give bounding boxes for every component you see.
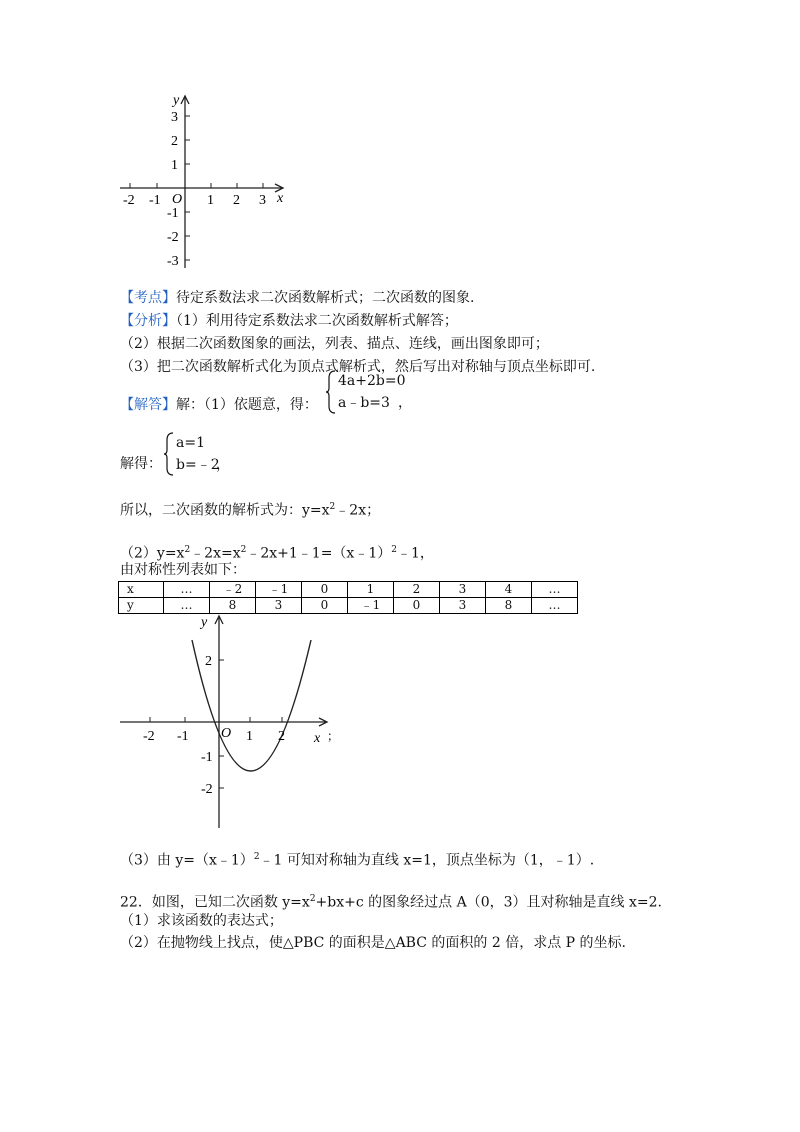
table-cell: 8 [486,598,532,614]
analysis-line-3: （3）把二次函数解析式化为顶点式解析式，然后写出对称轴与顶点坐标即可. [120,359,596,375]
x-tick-label: -2 [123,193,135,208]
table-cell: y [119,598,164,614]
stray-mark: ； [327,729,340,743]
origin-label: O [221,726,232,741]
table-cell: ﹣1 [348,598,394,614]
solved-prefix: 解得： [120,456,162,472]
problem22-question [120,890,662,912]
result-line [120,498,380,520]
result-suffix: ﹣2x； [335,502,381,519]
x-tick-label: -2 [143,729,155,744]
superscript: 2 [391,545,397,555]
fenxi-line [120,312,458,330]
table-intro: 由对称性列表如下： [120,562,246,578]
origin-label: O [172,192,183,207]
table-cell: 0 [394,598,440,614]
table-cell: 1 [348,582,394,598]
table-cell: x [119,582,164,598]
y-tick-label: -1 [201,750,213,765]
result-prefix: 所以，二次函数的解析式为：y=x [120,502,330,519]
equation-1: 4a+2b=0 [338,373,406,389]
table-cell: … [532,598,578,614]
x-tick-label: -1 [149,193,161,208]
x-tick-label: 2 [233,193,240,208]
q-prefix: 22．如图，已知二次函数 y=x [120,894,310,911]
part3-b: ﹣1 可知对称轴为直线 x=1，顶点坐标为（1，﹣1）. [259,852,595,869]
solution-a: a=1 [176,435,205,451]
x-tick-label: 3 [259,193,266,208]
solution-end: ， [216,457,230,473]
jieda-line [120,396,318,414]
part2-line [120,541,434,563]
superscript: 2 [253,852,260,862]
y-tick-label: 2 [171,134,178,149]
jieda-tag: 【解答】 [120,397,176,413]
table-cell: 4 [486,582,532,598]
table-cell: … [532,582,578,598]
solution-b: b=﹣2 [176,457,220,473]
equation-system [326,370,426,416]
table-cell: 3 [256,598,302,614]
y-tick-label: -1 [167,206,179,221]
table-row [119,582,578,598]
y-axis-label: y [173,93,180,108]
table-cell: … [164,582,210,598]
fenxi-tag: 【分析】 [120,313,176,329]
table-cell: 3 [440,598,486,614]
kaodian-tag: 【考点】 [120,290,176,306]
x-axis-label: x [277,191,284,206]
y-tick-label: -2 [167,230,179,245]
table-cell: 0 [302,598,348,614]
part2-c: ﹣2x+1﹣1=（x﹣1） [246,545,392,562]
part2-d: ﹣1， [396,545,434,562]
y-tick-label: 3 [171,110,178,125]
part2-b: ﹣2x=x [190,545,241,562]
table-cell: 2 [394,582,440,598]
superscript: 2 [184,545,191,555]
empty-axes-graph [115,90,295,270]
kaodian-line [120,289,474,307]
superscript: 2 [309,894,316,904]
table-cell: 0 [302,582,348,598]
problem22-part1: （1）求该函数的表达式； [120,913,283,929]
x-tick-label: 1 [246,729,253,744]
fenxi-text: （1）利用待定系数法求二次函数解析式解答； [176,313,458,329]
x-axis-label: x [314,731,321,746]
table-cell: ﹣1 [256,582,302,598]
y-tick-label: 2 [205,654,212,669]
jieda-intro: 解：（1）依题意，得： [176,397,318,413]
x-tick-label: 1 [207,193,214,208]
equation-2: a﹣b=3 [338,395,390,411]
y-tick-label: -3 [167,254,179,269]
part3-line [120,848,594,870]
x-tick-label: -1 [177,729,189,744]
parabola-graph [115,610,345,830]
part3-a: （3）由 y=（x﹣1） [120,852,254,869]
equation-end: ， [398,395,412,411]
table-cell: 8 [210,598,256,614]
analysis-line-2: （2）根据二次函数图象的画法，列表、描点、连线，画出图象即可； [120,336,549,352]
y-axis-label: y [201,615,208,630]
table-cell: 3 [440,582,486,598]
kaodian-text: 待定系数法求二次函数解析式；二次函数的图象. [176,290,475,306]
q-suffix: +bx+c 的图象经过点 A（0，3）且对称轴是直线 x=2. [315,894,662,911]
y-tick-label: 1 [171,158,178,173]
table-cell: ﹣2 [210,582,256,598]
superscript: 2 [240,545,247,555]
solution-system [164,432,244,478]
y-tick-label: -2 [201,782,213,797]
problem22-part2: （2）在抛物线上找点，使△PBC 的面积是△ABC 的面积的 2 倍，求点 P 的坐标. [120,935,626,951]
superscript: 2 [329,502,336,512]
table-cell: … [164,598,210,614]
part2-a: （2）y=x [120,545,185,562]
x-tick-label: 2 [278,729,285,744]
